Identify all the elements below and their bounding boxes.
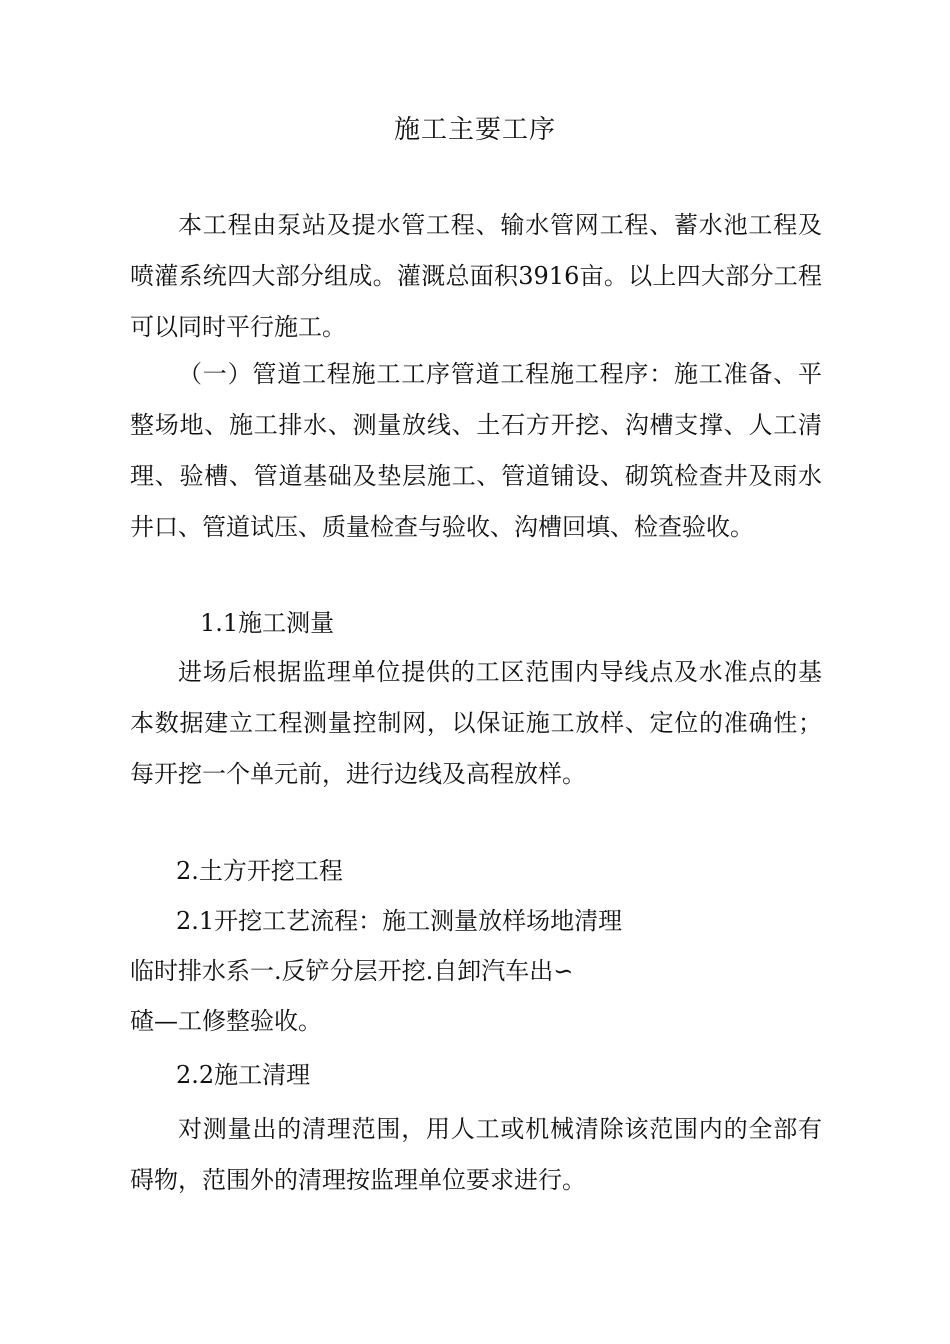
heading-site-clearing: 2.2施工清理 [176,1061,311,1089]
pipeline-procedure-paragraph: （一）管道工程施工工序管道工程施工程序：施工准备、平整场地、施工排水、测量放线、土石方开挖、沟槽支撑、人工清理、验槽、管道基础及垫层施工、管道铺设、砌筑检查井及雨水井口、管道试压、质量检查与验收、沟槽回填、检查验收。 [130,360,822,541]
excavation-flow-line-2: 临时排水系一.反铲分层开挖.自卸汽车出∽ [130,957,574,985]
document-title: 施工主要工序 [393,115,556,145]
heading-earthwork-excavation: 2.土方开挖工程 [176,857,343,885]
heading-construction-survey: 1.1施工测量 [200,609,335,637]
intro-paragraph: 本工程由泵站及提水管工程、输水管网工程、蓄水池工程及喷灌系统四大部分组成。灌溉总面积3916亩。以上四大部分工程可以同时平行施工。 [130,211,822,341]
excavation-flow-line-1: 2.1开挖工艺流程：施工测量放样场地清理 [176,907,623,935]
excavation-flow-line-3: 碴—工修整验收。 [130,1007,322,1035]
survey-paragraph: 进场后根据监理单位提供的工区范围内导线点及水准点的基本数据建立工程测量控制网，以保证施工放样、定位的准确性；每开挖一个单元前，进行边线及高程放样。 [130,658,822,788]
clearing-paragraph: 对测量出的清理范围，用人工或机械清除该范围内的全部有碍物，范围外的清理按监理单位要求进行。 [130,1115,822,1194]
